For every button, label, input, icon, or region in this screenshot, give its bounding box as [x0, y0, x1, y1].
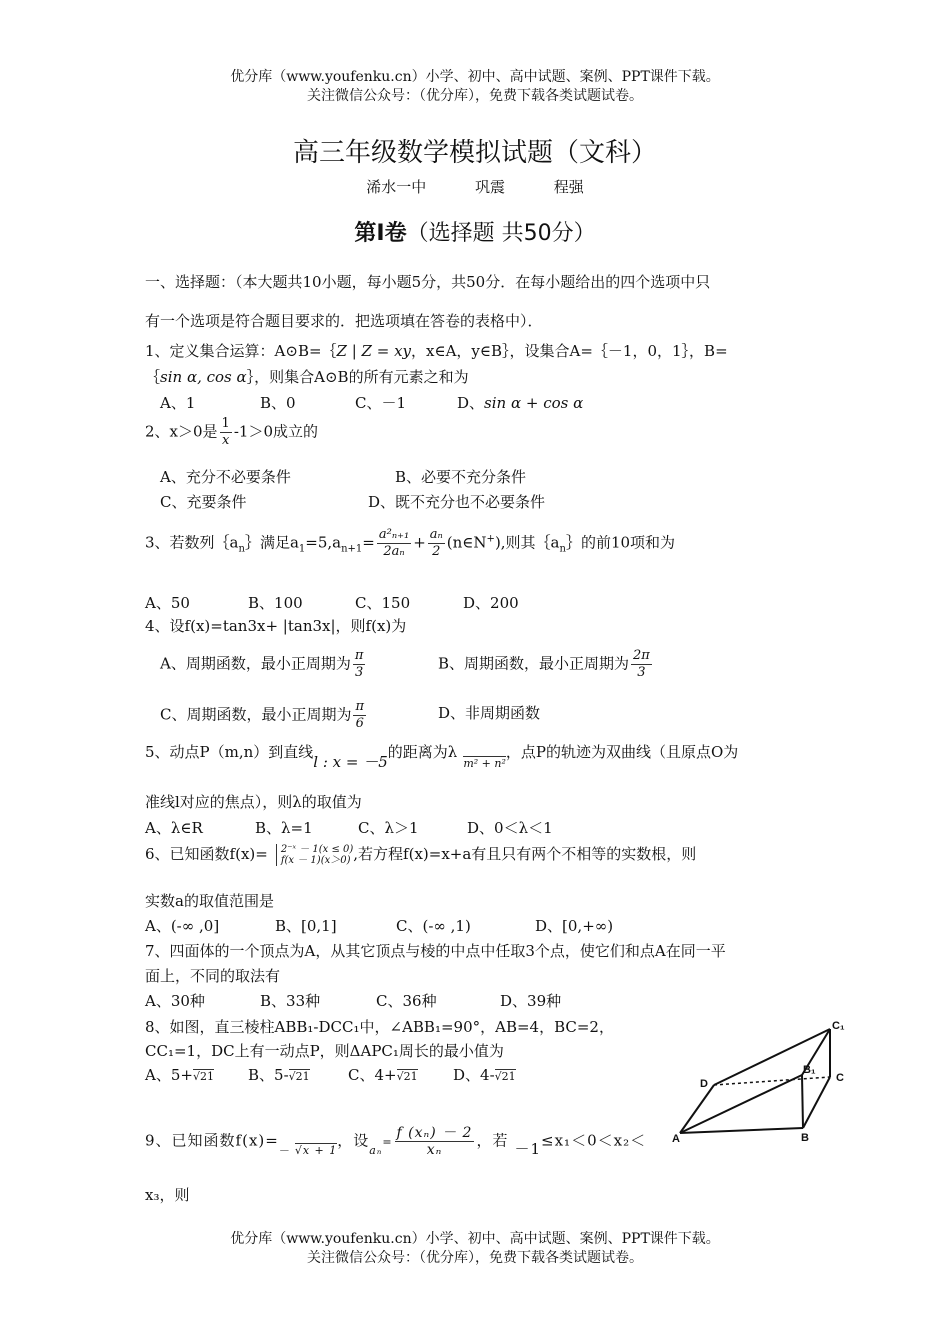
volume-bold: 第Ⅰ卷 [354, 221, 407, 246]
edge-b1b [802, 1075, 803, 1128]
q5-line-1 [145, 742, 739, 771]
label-c: C [836, 1072, 844, 1084]
q8-d-label: D、4- [453, 1066, 495, 1084]
q4-option-a-frac [353, 648, 366, 681]
q1-option-d [457, 393, 583, 413]
q3-sub2: 1 [298, 543, 306, 555]
q6-option-b: B、[0,1] [275, 917, 337, 935]
q3-plus: + [413, 533, 426, 552]
q4-a-num: π [354, 648, 364, 663]
q2-text-a: 2、x＞0是 [145, 422, 218, 441]
q3-sup: + [486, 533, 495, 545]
edge-dc-hidden [714, 1077, 830, 1085]
q7-line-2: 面上，不同的取法有 [145, 967, 281, 985]
q6-case-1: 2⁻ˣ － 1(x ≤ 0) [280, 844, 354, 855]
q3-sub3: n+1 [341, 543, 363, 555]
volume-rest: （选择题 共50分） [406, 221, 596, 246]
q5-option-a: A、λ∈R [145, 819, 203, 837]
q6-line-1 [145, 844, 696, 866]
q9-text-e: ≤x₁＜0＜x₂＜ [541, 1131, 647, 1150]
q9-line-1: 9、已知函数$f(x)=_-$ $_{√x + 1}$，设$_{a_n}$= $\frac{\text{f (xₙ) － 2}}{\text{xₙ}}$ ，若 －1≤x₁＜0＜x₂＜ [145, 1125, 647, 1158]
q3-t2: ｝满足a [244, 533, 299, 552]
q4-option-d: D、非周期函数 [438, 704, 541, 722]
q9-sqrt: x + 1 [302, 1143, 338, 1157]
q3-fraction-2 [428, 527, 445, 560]
q2-option-d: D、既不充分也不必要条件 [368, 493, 546, 511]
q3-sub4: n [559, 543, 566, 555]
q1-option-c: C、－1 [355, 394, 407, 412]
q8-b-label: B、5- [248, 1066, 289, 1084]
edge-ab1 [680, 1075, 802, 1133]
q6-text-a: 6、已知函数f(x)= [145, 845, 268, 863]
q1-set-builder: Z | Z = xy [336, 342, 412, 360]
q9-eq: = [382, 1135, 393, 1149]
q1-text-a: 1、定义集合运算：A⊙B=｛ [145, 342, 337, 360]
footer-line-1: 优分库（www.youfenku.cn）小学、初中、高中试题、案例、PPT课件下载。 [230, 1231, 720, 1247]
label-b: B [801, 1132, 809, 1144]
q8-b-root: 21 [295, 1070, 310, 1083]
q3-f1-den: 2aₙ [383, 544, 405, 559]
label-d: D [700, 1078, 708, 1090]
q2-text-b: -1＞0成立的 [233, 422, 318, 441]
q1-option-d-expr: sin α + cos α [484, 394, 584, 412]
q6-line-2: 实数a的取值范围是 [145, 892, 274, 910]
q8-a-root: 21 [199, 1070, 214, 1083]
q5-option-c: C、λ＞1 [358, 819, 419, 837]
q9-text-b: ，设 [337, 1131, 370, 1150]
q6-option-c: C、(-∞ ,1) [396, 917, 471, 935]
label-b1: B₁ [803, 1064, 816, 1076]
q3-f1-num: a²ₙ₊₁ [378, 527, 410, 542]
q3-option-a: A、50 [145, 594, 190, 612]
page-title: 高三年级数学模拟试题（文科） [292, 138, 657, 168]
q5-sqrt: m² + n² [463, 757, 506, 770]
q3-option-c: C、150 [355, 594, 411, 612]
q4-c-den: 6 [355, 716, 364, 731]
q5-line-2: 准线l对应的焦点），则λ的取值为 [145, 793, 362, 811]
edge-ab [680, 1128, 803, 1133]
q4-b-num: 2π [633, 648, 650, 663]
section-line-2: 有一个选项是符合题目要求的．把选项填在答卷的表格中）． [145, 312, 543, 330]
q5-option-b: B、λ=1 [255, 819, 313, 837]
q4-option-b-text: B、周期函数，最小正周期为 [438, 654, 630, 673]
q3-t5: (n∈N [446, 533, 487, 552]
q8-line-2: CC₁=1，DC上有一动点P，则ΔAPC₁周长的最小值为 [145, 1042, 504, 1060]
header-line-1: 优分库（www.youfenku.cn）小学、初中、高中试题、案例、PPT课件下载。 [230, 69, 720, 85]
q9-an: aₙ [369, 1143, 383, 1157]
footer-line-2: 关注微信公众号：（优分库），免费下载各类试题试卷。 [307, 1250, 643, 1266]
q2-option-b: B、必要不充分条件 [395, 468, 527, 486]
q3-line [145, 527, 675, 560]
q4-option-c-text: C、周期函数，最小正周期为 [160, 705, 352, 724]
q1-text-f: ｝，则集合A⊙B的所有元素之和为 [246, 368, 469, 386]
author-school: 浠水一中 [366, 178, 427, 196]
author-2: 程强 [553, 178, 584, 196]
q5-line-eq: l : x = －5 [313, 753, 388, 771]
q3-sub1: n [238, 543, 245, 555]
q9-frac-den: xₙ [426, 1142, 443, 1158]
q4-option-a-text: A、周期函数，最小正周期为 [160, 654, 351, 673]
q3-fraction-1 [377, 527, 411, 560]
q8-option-d: D、4-√21 [453, 1066, 516, 1084]
q1-line-2 [145, 367, 469, 387]
q8-option-c: C、4+√21 [348, 1066, 418, 1084]
q4-option-a [160, 648, 367, 681]
q9-frac-num: f (xₙ) － 2 [396, 1125, 473, 1141]
q4-option-b [438, 648, 654, 681]
q7-option-d: D、39种 [500, 992, 562, 1010]
q1-text-c: ，x∈A，y∈B｝，设集合A=｛－1，0，1｝，B= [411, 342, 728, 360]
q1-text-d: ｛ [145, 368, 161, 386]
q2-frac-num: 1 [221, 416, 230, 431]
q9-text-a: 9、已知函数f(x)= [145, 1131, 279, 1150]
header-line-2: 关注微信公众号：（优分库），免费下载各类试题试卷。 [307, 88, 643, 104]
volume-heading [0, 216, 950, 247]
q8-c-root: 21 [403, 1070, 418, 1083]
q3-option-b: B、100 [248, 594, 303, 612]
q1-option-b: B、0 [260, 394, 296, 412]
edge-bc [803, 1077, 830, 1128]
q7-option-a: A、30种 [145, 992, 205, 1010]
q3-t3: =5,a [305, 533, 342, 552]
label-c1: C₁ [832, 1020, 845, 1032]
q9-neg-one: －1 [514, 1139, 542, 1158]
q2-option-c: C、充要条件 [160, 493, 247, 511]
label-a: A [672, 1133, 680, 1145]
q8-c-label: C、4+ [348, 1066, 397, 1084]
q9-line-2: x₃，则 [145, 1186, 190, 1204]
q8-option-a: A、5+√21 [145, 1066, 214, 1084]
q1-line-1 [145, 341, 728, 361]
q4-option-b-frac [631, 648, 652, 681]
q8-option-b: B、5-√21 [248, 1066, 310, 1084]
q2-line [145, 416, 318, 449]
q9-fraction [395, 1125, 475, 1158]
q4-a-den: 3 [354, 665, 364, 680]
q3-t1: 3、若数列｛a [145, 533, 239, 552]
q1-option-a: A、1 [160, 394, 196, 412]
q9-text-c: ，若 [476, 1131, 509, 1150]
q6-case-2: f(x － 1)(x＞0) [280, 855, 351, 866]
q3-option-d: D、200 [463, 594, 519, 612]
authors [0, 176, 950, 197]
q1-set-b: sin α, cos α [160, 368, 247, 386]
q4-option-c-frac [353, 699, 366, 732]
prism-figure [670, 1015, 855, 1150]
q3-t4: = [362, 533, 375, 552]
q3-t6: ),则其｛a [494, 533, 560, 552]
q7-line-1: 7、四面体的一个顶点为A，从其它顶点与棱的中点中任取3个点，使它们和点A在同一平 [145, 942, 726, 960]
q3-t7: ｝的前10项和为 [565, 533, 676, 552]
q6-text-b: ,若方程f(x)=x+a有且只有两个不相等的实数根，则 [353, 845, 697, 863]
q4-c-num: π [355, 699, 365, 714]
q1-option-d-label: D、 [457, 394, 485, 412]
q8-d-root: 21 [501, 1070, 516, 1083]
q2-fraction [220, 416, 232, 449]
author-1: 巩震 [474, 178, 505, 196]
q7-option-b: B、33种 [260, 992, 321, 1010]
q5-text-a: 5、动点P（m,n）到直线 [145, 743, 314, 761]
q3-f2-den: 2 [432, 544, 441, 559]
q4-b-den: 3 [637, 665, 646, 680]
q6-piecewise [276, 844, 353, 866]
q6-option-d: D、[0,+∞) [535, 917, 614, 935]
q9-neg: － [278, 1143, 291, 1157]
q8-a-label: A、5+ [145, 1066, 193, 1084]
q2-option-a: A、充分不必要条件 [160, 468, 291, 486]
q4-option-c [160, 699, 368, 732]
q4-line: 4、设f(x)=tan3x+ |tan3x|，则f(x)为 [145, 617, 407, 635]
q5-text-c: ，点P的轨迹为双曲线（且原点O为 [505, 743, 739, 761]
section-line-1: 一、选择题：（本大题共10小题，每小题5分，共50分．在每小题给出的四个选项中只 [145, 273, 711, 291]
q8-line-1: 8、如图，直三棱柱ABB₁-DCC₁中，∠ABB₁=90°，AB=4，BC=2， [145, 1018, 614, 1036]
q5-text-b: 的距离为λ [387, 743, 458, 761]
q7-option-c: C、36种 [376, 992, 437, 1010]
q3-f2-num: aₙ [429, 527, 443, 542]
q6-option-a: A、(-∞ ,0] [145, 917, 220, 935]
q5-option-d: D、0＜λ＜1 [467, 819, 553, 837]
q2-frac-den: x [222, 433, 230, 448]
